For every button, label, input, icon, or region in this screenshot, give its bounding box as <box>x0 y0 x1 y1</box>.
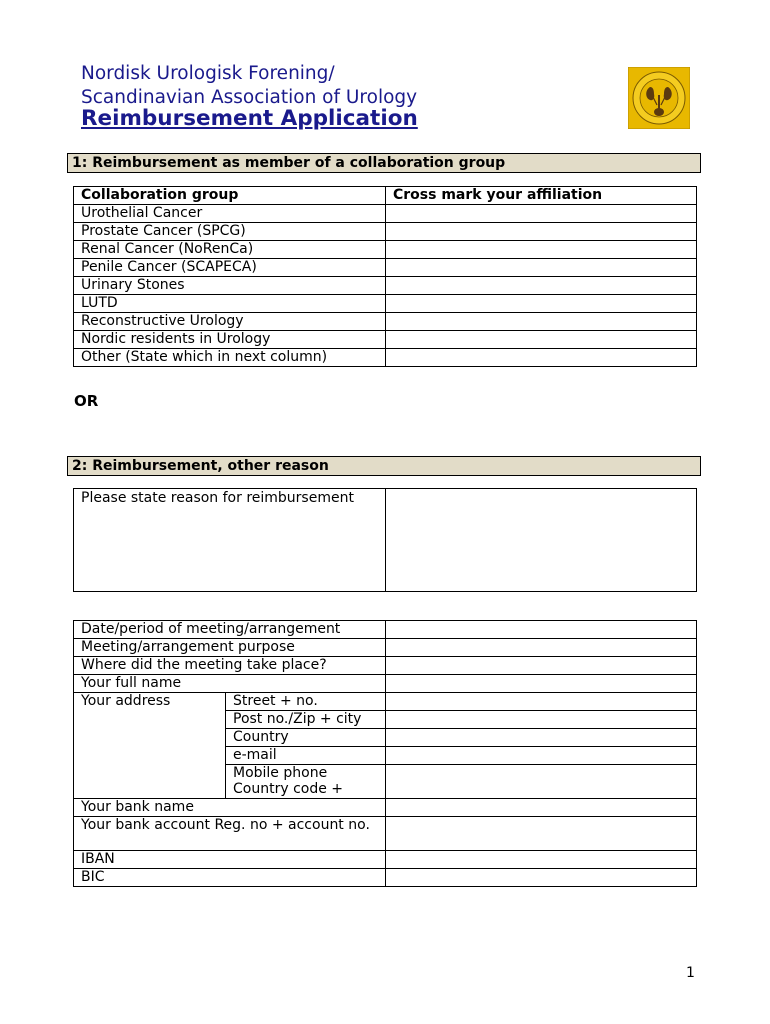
bic-field[interactable] <box>386 869 697 887</box>
country-label: Country <box>226 729 386 747</box>
reason-table <box>73 488 697 592</box>
place-label: Where did the meeting take place? <box>74 657 386 675</box>
mobile-phone-field[interactable] <box>386 765 697 799</box>
affiliation-cell[interactable] <box>386 259 697 277</box>
bank-name-field[interactable] <box>386 799 697 817</box>
mobile-phone-label <box>226 765 386 799</box>
affiliation-cell[interactable] <box>386 295 697 313</box>
or-separator: OR <box>74 392 99 410</box>
affiliation-cell[interactable] <box>386 241 697 259</box>
group-label: Renal Cancer (NoRenCa) <box>74 241 386 259</box>
street-field[interactable] <box>386 693 697 711</box>
page-title: Reimbursement Application <box>81 106 418 131</box>
org-name-scandinavian: Scandinavian Association of Urology <box>81 87 418 108</box>
bank-account-field[interactable] <box>386 817 697 851</box>
zip-city-field[interactable] <box>386 711 697 729</box>
bank-name-label: Your bank name <box>74 799 386 817</box>
zip-city-label: Post no./Zip + city <box>226 711 386 729</box>
affiliation-cell[interactable] <box>386 205 697 223</box>
purpose-field[interactable] <box>386 639 697 657</box>
group-label: Nordic residents in Urology <box>74 331 386 349</box>
section-2-heading: 2: Reimbursement, other reason <box>67 456 701 476</box>
collaboration-group-table <box>73 186 697 367</box>
collaboration-group-header: Collaboration group <box>74 187 386 205</box>
purpose-label: Meeting/arrangement purpose <box>74 639 386 657</box>
country-field[interactable] <box>386 729 697 747</box>
group-label: Urothelial Cancer <box>74 205 386 223</box>
affiliation-cell[interactable] <box>386 331 697 349</box>
group-label: Other (State which in next column) <box>74 349 386 367</box>
group-label: Reconstructive Urology <box>74 313 386 331</box>
reason-label: Please state reason for reimbursement <box>74 489 386 592</box>
reason-field[interactable] <box>386 489 697 592</box>
affiliation-cell[interactable] <box>386 223 697 241</box>
country-code-text: Country code + <box>233 781 344 797</box>
affiliation-cell[interactable] <box>386 349 697 367</box>
full-name-field[interactable] <box>386 675 697 693</box>
date-label: Date/period of meeting/arrangement <box>74 621 386 639</box>
group-label: Prostate Cancer (SPCG) <box>74 223 386 241</box>
email-field[interactable] <box>386 747 697 765</box>
address-label: Your address <box>74 693 226 799</box>
date-field[interactable] <box>386 621 697 639</box>
page-number: 1 <box>686 965 695 981</box>
mobile-phone-text: Mobile phone <box>233 765 328 781</box>
place-field[interactable] <box>386 657 697 675</box>
affiliation-cell[interactable] <box>386 277 697 295</box>
association-logo <box>628 67 690 129</box>
affiliation-cell[interactable] <box>386 313 697 331</box>
affiliation-header: Cross mark your affiliation <box>386 187 697 205</box>
section-1-heading: 1: Reimbursement as member of a collaboration group <box>67 153 701 173</box>
email-label: e-mail <box>226 747 386 765</box>
group-label: LUTD <box>74 295 386 313</box>
org-name-nordic: Nordisk Urologisk Forening/ <box>81 63 335 84</box>
bic-label: BIC <box>74 869 386 887</box>
group-label: Penile Cancer (SCAPECA) <box>74 259 386 277</box>
iban-label: IBAN <box>74 851 386 869</box>
iban-field[interactable] <box>386 851 697 869</box>
group-label: Urinary Stones <box>74 277 386 295</box>
bank-account-label: Your bank account Reg. no + account no. <box>74 817 386 851</box>
street-label: Street + no. <box>226 693 386 711</box>
applicant-details-table <box>73 620 697 887</box>
full-name-label: Your full name <box>74 675 386 693</box>
